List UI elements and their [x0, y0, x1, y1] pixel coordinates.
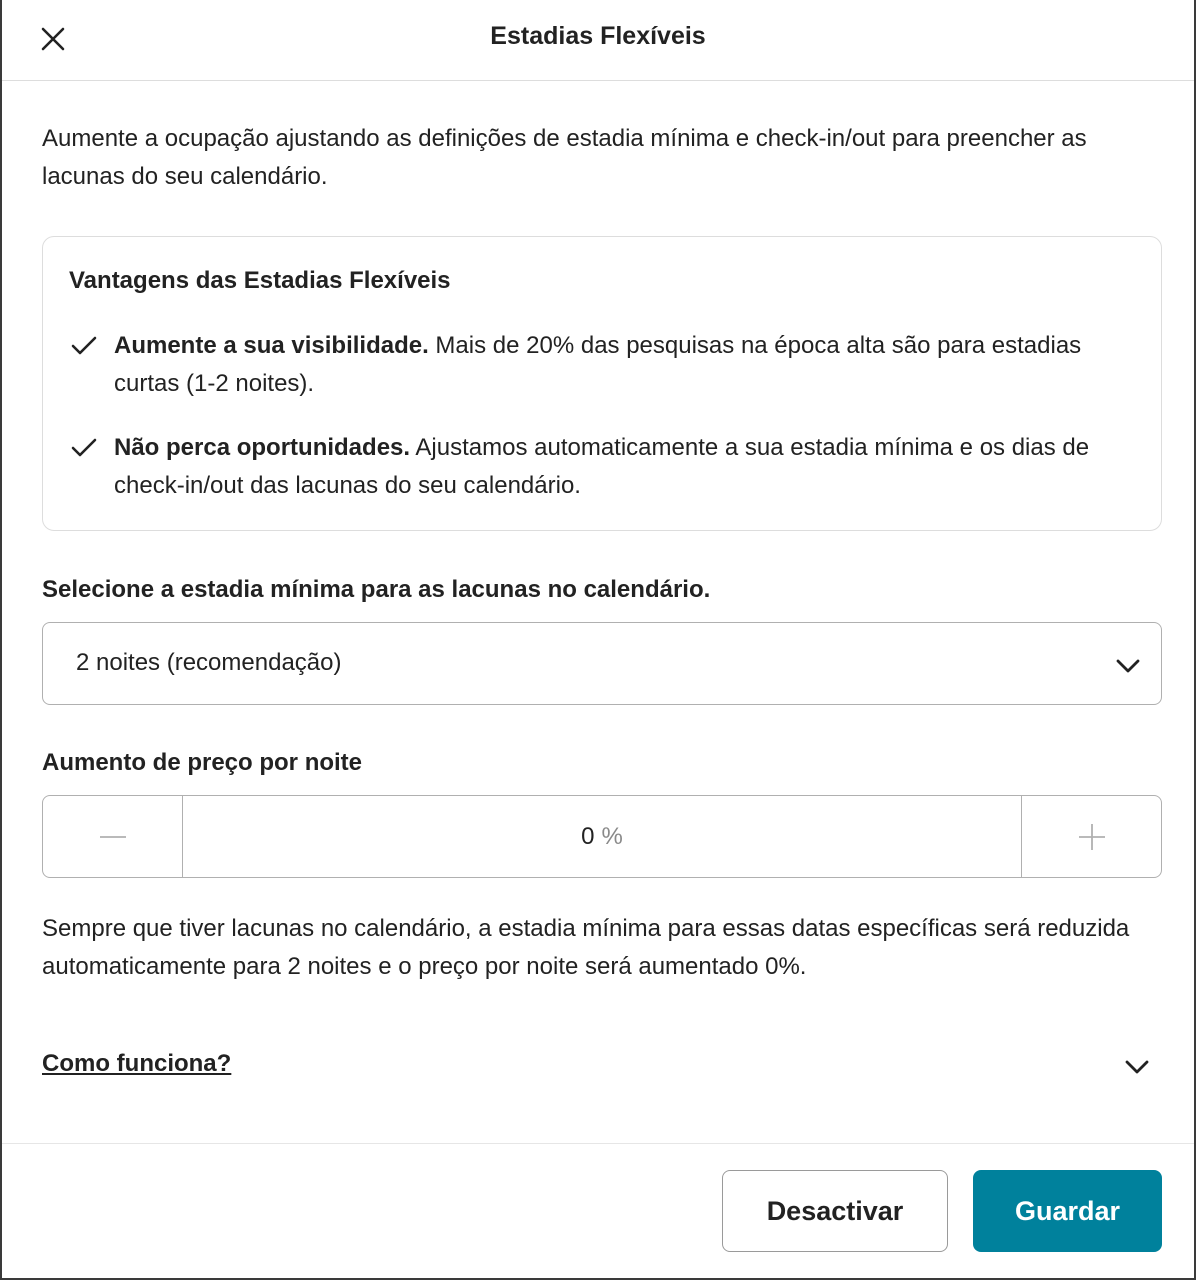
check-icon [69, 433, 99, 463]
decrease-button[interactable] [43, 796, 183, 877]
benefits-box [42, 236, 1162, 531]
benefit-item [69, 327, 1099, 403]
min-stay-selected-value: 2 noites (recomendação) [76, 649, 342, 676]
benefit-text [114, 327, 1099, 403]
benefit-text [114, 429, 1099, 505]
check-icon [69, 331, 99, 361]
price-increase-label: Aumento de preço por noite [42, 749, 363, 776]
dialog-footer [2, 1143, 1194, 1278]
price-increase-number: 0 [581, 822, 595, 850]
benefit-description: Ajustamos automaticamente a sua estadia mínima e os dias de check-in/out das lacunas do seu calendário. [114, 434, 1090, 499]
benefit-bold: Aumente a sua visibilidade. [114, 332, 429, 359]
save-button[interactable]: Guardar [973, 1170, 1162, 1252]
price-increase-unit: % [601, 822, 623, 850]
chevron-down-icon[interactable] [1122, 1052, 1152, 1082]
min-stay-select[interactable] [42, 622, 1162, 705]
deactivate-button[interactable]: Desactivar [722, 1170, 948, 1252]
minus-icon [98, 822, 128, 852]
benefit-bold: Não perca oportunidades. [114, 434, 411, 461]
dialog-header [2, 0, 1194, 81]
benefit-item [69, 429, 1099, 505]
how-it-works-link[interactable]: Como funciona? [42, 1050, 232, 1077]
benefit-description: Mais de 20% das pesquisas na época alta são para estadias curtas (1-2 noites). [114, 332, 1082, 397]
summary-text: Sempre que tiver lacunas no calendário, a estadia mínima para essas datas específicas será reduzida automaticamente para 2 noites e o preço por noite será aumentado 0%. [42, 915, 1130, 980]
increase-button[interactable] [1021, 796, 1161, 877]
price-increase-stepper [42, 795, 1162, 878]
dialog-title: Estadias Flexíveis [490, 22, 706, 50]
price-increase-value[interactable] [182, 796, 1022, 877]
intro-text: Aumente a ocupação ajustando as definições de estadia mínima e check-in/out para preencher as lacunas do seu calendário. [42, 125, 1087, 190]
min-stay-label: Selecione a estadia mínima para as lacunas no calendário. [42, 576, 711, 603]
chevron-down-icon [1113, 651, 1143, 681]
benefits-title: Vantagens das Estadias Flexíveis [69, 267, 451, 294]
plus-icon [1077, 822, 1107, 852]
